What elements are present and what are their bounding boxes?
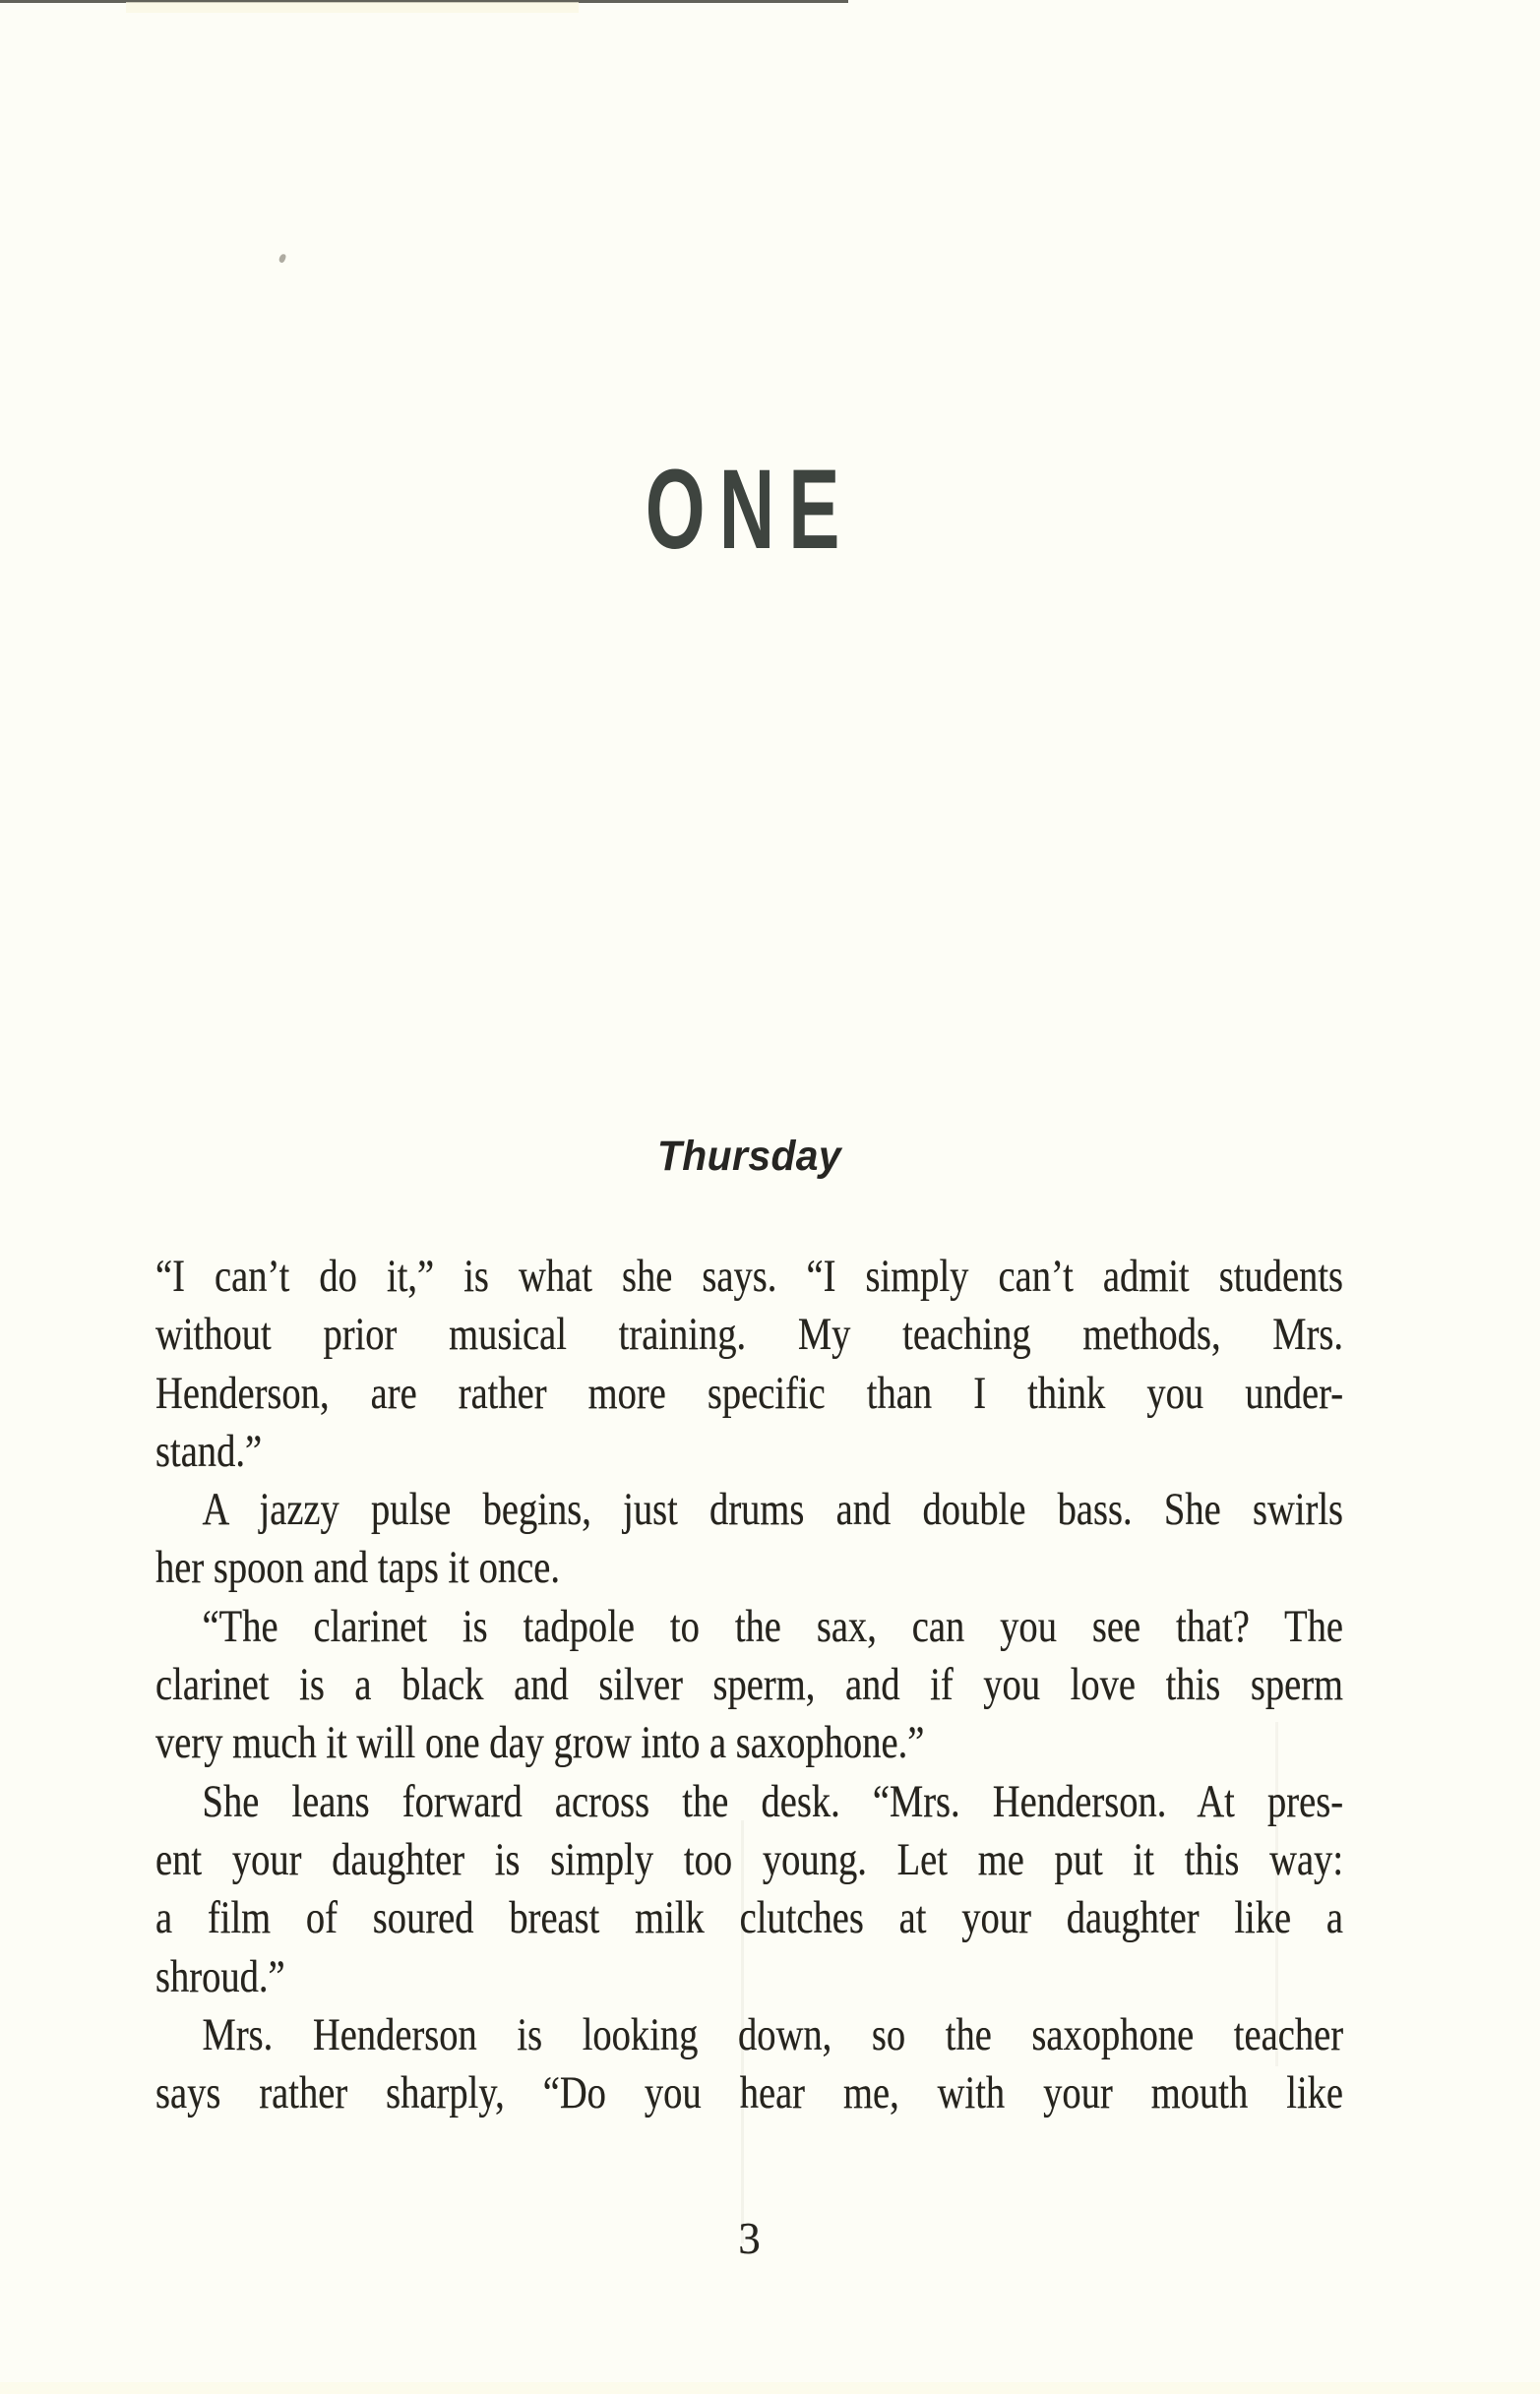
footer-row	[155, 2214, 1343, 2263]
body-line: her spoon and taps it once.	[155, 1542, 560, 1594]
body-line: Mrs. Henderson is looking down, so the saxophone teacher	[202, 2008, 1344, 2060]
section-heading-row	[155, 1133, 1343, 1180]
body-line: shroud.”	[155, 1950, 285, 2002]
body-line: ent your daughter is simply too young. Let me put it this way:	[155, 1833, 1344, 1885]
body-line: very much it will one day grow into a saxophone.”	[155, 1717, 925, 1769]
body-line: She leans forward across the desk. “Mrs. Henderson. At pres-	[202, 1775, 1344, 1827]
body-line: “The clarinet is tadpole to the sax, can you see that? The	[202, 1600, 1344, 1652]
section-heading: Thursday	[656, 1133, 842, 1180]
page-number: 3	[738, 2214, 761, 2263]
body-line: stand.”	[155, 1425, 263, 1477]
chapter-heading-row	[155, 447, 1343, 573]
body-text	[155, 1248, 1343, 2122]
scan-speck	[278, 253, 287, 264]
chapter-heading: ONE	[645, 447, 854, 573]
body-line: Henderson, are rather more specific than I think you under-	[155, 1367, 1344, 1419]
body-line: without prior musical training. My teaching methods, Mrs.	[155, 1309, 1344, 1361]
scan-artifact-top-cream	[126, 2, 579, 13]
body-line: “I can’t do it,” is what she says. “I simply can’t admit students	[155, 1251, 1344, 1302]
body-line: A jazzy pulse begins, just drums and double bass. She swirls	[202, 1484, 1344, 1536]
body-line: a film of soured breast milk clutches at your daughter like a	[155, 1892, 1344, 1944]
body-line: says rather sharply, “Do you hear me, with your mouth like	[155, 2067, 1344, 2119]
scan-artifact-bottom-cream	[0, 2382, 1540, 2394]
body-line: clarinet is a black and silver sperm, and if you love this sperm	[155, 1659, 1344, 1711]
